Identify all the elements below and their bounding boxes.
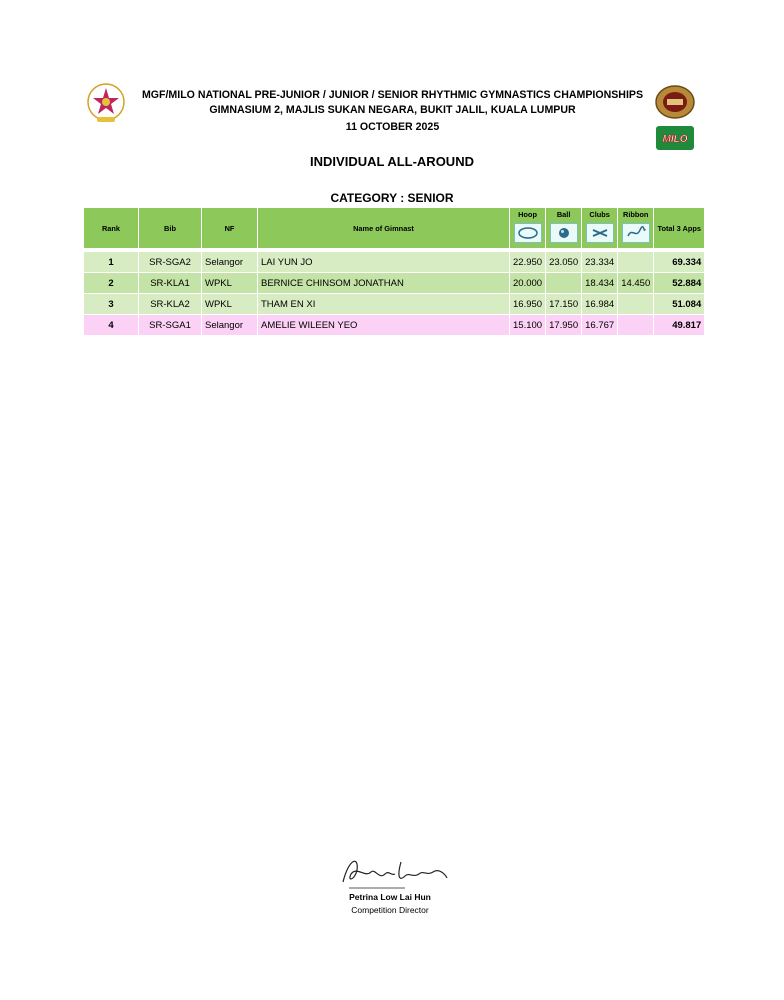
cell-ribbon	[618, 315, 654, 336]
col-clubs	[582, 208, 618, 249]
cell-name: THAM EN XI	[258, 294, 510, 315]
cell-total: 69.334	[654, 252, 705, 273]
table-header-row	[84, 208, 705, 249]
col-ball-label: Ball	[556, 210, 571, 219]
cell-rank: 1	[84, 252, 139, 273]
col-total: Total 3 Apps	[654, 208, 705, 249]
clubs-icon	[586, 223, 614, 243]
cell-total: 51.084	[654, 294, 705, 315]
cell-bib: SR-SGA2	[139, 252, 202, 273]
table-row	[84, 315, 705, 336]
table-row	[84, 252, 705, 273]
director-role: Competition Director	[351, 905, 429, 915]
venue: GIMNASIUM 2, MAJLIS SUKAN NEGARA, BUKIT JALIL, KUALA LUMPUR	[209, 104, 576, 116]
col-hoop	[510, 208, 546, 249]
cell-ball: 17.950	[546, 315, 582, 336]
col-nf: NF	[202, 208, 258, 249]
col-hoop-label: Hoop	[518, 210, 537, 219]
ball-icon	[550, 223, 578, 243]
cell-nf: Selangor	[202, 315, 258, 336]
cell-ball: 23.050	[546, 252, 582, 273]
col-clubs-label: Clubs	[589, 210, 610, 219]
cell-name: BERNICE CHINSOM JONATHAN	[258, 273, 510, 294]
cell-rank: 4	[84, 315, 139, 336]
table-row	[84, 273, 705, 294]
cell-bib: SR-KLA2	[139, 294, 202, 315]
category-label: CATEGORY : SENIOR	[330, 191, 454, 205]
cell-nf: WPKL	[202, 294, 258, 315]
cell-name: LAI YUN JO	[258, 252, 510, 273]
col-bib: Bib	[139, 208, 202, 249]
cell-ribbon: 14.450	[618, 273, 654, 294]
cell-hoop: 15.100	[510, 315, 546, 336]
col-ribbon-label: Ribbon	[622, 210, 649, 219]
cell-total: 52.884	[654, 273, 705, 294]
cell-nf: WPKL	[202, 273, 258, 294]
cell-name: AMELIE WILEEN YEO	[258, 315, 510, 336]
cell-clubs: 23.334	[582, 252, 618, 273]
cell-ribbon	[618, 294, 654, 315]
cell-ball	[546, 273, 582, 294]
cell-clubs: 16.984	[582, 294, 618, 315]
table-row	[84, 294, 705, 315]
cell-rank: 3	[84, 294, 139, 315]
cell-hoop: 22.950	[510, 252, 546, 273]
cell-ball: 17.150	[546, 294, 582, 315]
event-date: 11 OCTOBER 2025	[345, 121, 440, 133]
ribbon-icon	[622, 223, 650, 243]
cell-nf: Selangor	[202, 252, 258, 273]
cell-clubs: 16.767	[582, 315, 618, 336]
cell-rank: 2	[84, 273, 139, 294]
championship-title: MGF/MILO NATIONAL PRE-JUNIOR / JUNIOR / SENIOR RHYTHMIC GYMNASTICS CHAMPIONSHIPS	[141, 89, 644, 101]
col-name: Name of Gimnast	[258, 208, 510, 249]
col-ball	[546, 208, 582, 249]
col-rank: Rank	[84, 208, 139, 249]
milo-logo-text: MILO	[662, 134, 688, 145]
col-ribbon	[618, 208, 654, 249]
cell-hoop: 16.950	[510, 294, 546, 315]
cell-clubs: 18.434	[582, 273, 618, 294]
cell-bib: SR-KLA1	[139, 273, 202, 294]
cell-ribbon	[618, 252, 654, 273]
hoop-icon	[514, 223, 542, 243]
cell-bib: SR-SGA1	[139, 315, 202, 336]
cell-total: 49.817	[654, 315, 705, 336]
cell-hoop: 20.000	[510, 273, 546, 294]
results-table	[83, 207, 705, 336]
signature-mark	[335, 852, 455, 892]
page-title: INDIVIDUAL ALL-AROUND	[310, 154, 474, 169]
director-name: Petrina Low Lai Hun	[349, 892, 431, 902]
